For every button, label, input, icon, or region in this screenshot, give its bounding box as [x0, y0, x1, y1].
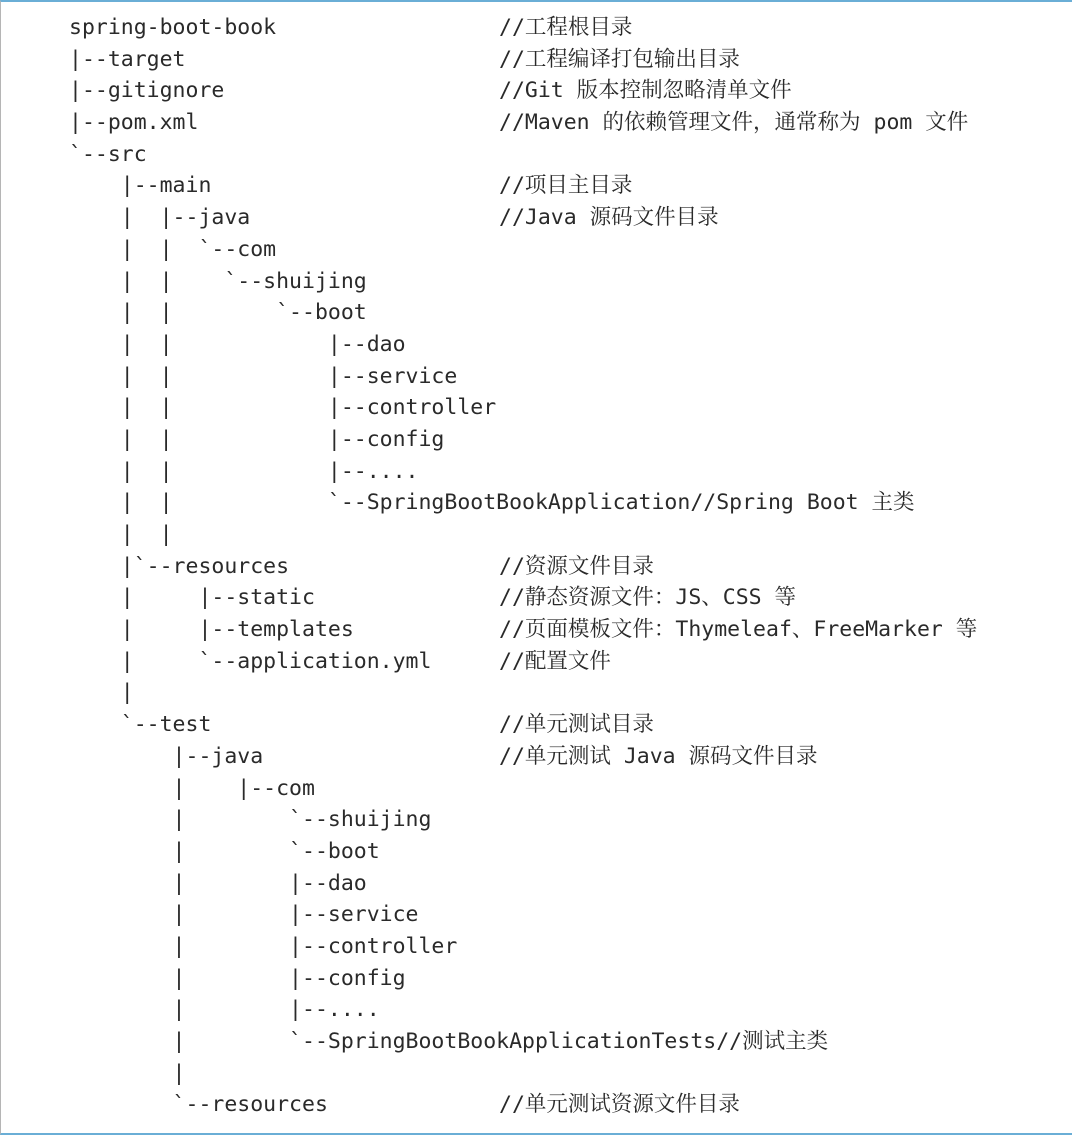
- tree-line: [1, 361, 1072, 393]
- tree-comment: //Java 源码文件目录: [499, 205, 719, 231]
- tree-line: [1, 677, 1072, 709]
- tree-path: | |--dao: [69, 870, 367, 896]
- tree-comment: //资源文件目录: [499, 553, 654, 579]
- tree-line: [1, 741, 1072, 773]
- tree-path: | | `--com: [69, 236, 277, 262]
- tree-path: | | |--config: [69, 426, 445, 452]
- tree-line: [1, 456, 1072, 488]
- tree-path: |--pom.xml: [69, 110, 199, 136]
- tree-line: [1, 107, 1072, 139]
- tree-path: | |--com: [69, 775, 315, 801]
- tree-path: |--java: [69, 743, 264, 769]
- tree-line: [1, 266, 1072, 298]
- tree-line: [1, 234, 1072, 266]
- tree-line: [1, 139, 1072, 171]
- directory-tree: [1, 12, 1072, 1121]
- tree-line: [1, 170, 1072, 202]
- tree-comment: //单元测试资源文件目录: [499, 1092, 740, 1118]
- tree-path: |--main: [69, 173, 212, 199]
- tree-comment: //单元测试 Java 源码文件目录: [499, 743, 818, 769]
- tree-line: [1, 773, 1072, 805]
- tree-comment: //Git 版本控制忽略清单文件: [499, 78, 792, 104]
- tree-line: [1, 202, 1072, 234]
- tree-line: [1, 868, 1072, 900]
- tree-path: |--gitignore: [69, 78, 225, 104]
- tree-path: |: [69, 1060, 186, 1086]
- tree-line: [1, 12, 1072, 44]
- tree-line: [1, 804, 1072, 836]
- tree-path: | | `--boot: [69, 300, 367, 326]
- tree-path: | |--templates: [69, 617, 354, 643]
- tree-line: [1, 551, 1072, 583]
- tree-path: | `--application.yml: [69, 648, 432, 674]
- tree-path: `--test: [69, 712, 212, 738]
- tree-line: [1, 1026, 1072, 1058]
- tree-comment: //单元测试目录: [499, 712, 654, 738]
- tree-path: `--src: [69, 141, 147, 167]
- tree-path: spring-boot-book: [69, 15, 277, 40]
- tree-path: | | |--service: [69, 363, 458, 389]
- tree-path: | |: [69, 522, 173, 547]
- tree-path: | `--SpringBootBookApplicationTests//测试主类: [69, 1029, 829, 1054]
- tree-line: [1, 646, 1072, 678]
- tree-path: | |--java: [69, 205, 251, 231]
- tree-line: [1, 963, 1072, 995]
- tree-comment: //页面模板文件：Thymeleaf、FreeMarker 等: [499, 617, 978, 643]
- tree-line: [1, 392, 1072, 424]
- tree-line: [1, 297, 1072, 329]
- tree-path: | |--config: [69, 965, 406, 991]
- tree-path: | | `--shuijing: [69, 268, 367, 294]
- tree-line: [1, 75, 1072, 107]
- tree-comment: //工程根目录: [499, 15, 633, 40]
- tree-line: [1, 487, 1072, 519]
- tree-path: | |--....: [69, 997, 380, 1023]
- tree-line: [1, 424, 1072, 456]
- tree-comment: //配置文件: [499, 648, 611, 674]
- tree-path: |: [69, 680, 134, 706]
- tree-path: |`--resources: [69, 553, 290, 579]
- tree-line: [1, 1089, 1072, 1121]
- tree-path: `--resources: [69, 1092, 328, 1118]
- tree-path: | | `--SpringBootBookApplication//Spring Boot 主类: [69, 490, 915, 516]
- tree-line: [1, 994, 1072, 1026]
- tree-line: [1, 836, 1072, 868]
- tree-comment: //项目主目录: [499, 173, 633, 199]
- tree-line: [1, 44, 1072, 76]
- tree-path: | | |--dao: [69, 331, 406, 357]
- tree-comment: //工程编译打包输出目录: [499, 46, 740, 72]
- tree-comment: //Maven 的依赖管理文件，通常称为 pom 文件: [499, 110, 969, 136]
- tree-line: [1, 582, 1072, 614]
- tree-path: | `--boot: [69, 838, 380, 864]
- tree-comment: //静态资源文件：JS、CSS 等: [499, 585, 797, 611]
- tree-line: [1, 329, 1072, 361]
- tree-line: [1, 1058, 1072, 1090]
- tree-path: | | |--....: [69, 458, 419, 484]
- tree-line: [1, 614, 1072, 646]
- tree-path: | | |--controller: [69, 395, 497, 421]
- tree-line: [1, 931, 1072, 963]
- tree-path: | `--shuijing: [69, 807, 432, 833]
- tree-path: | |--service: [69, 902, 419, 928]
- tree-line: [1, 899, 1072, 931]
- tree-line: [1, 519, 1072, 551]
- tree-line: [1, 709, 1072, 741]
- tree-path: |--target: [69, 46, 186, 72]
- tree-path: | |--controller: [69, 933, 458, 959]
- tree-path: | |--static: [69, 585, 315, 611]
